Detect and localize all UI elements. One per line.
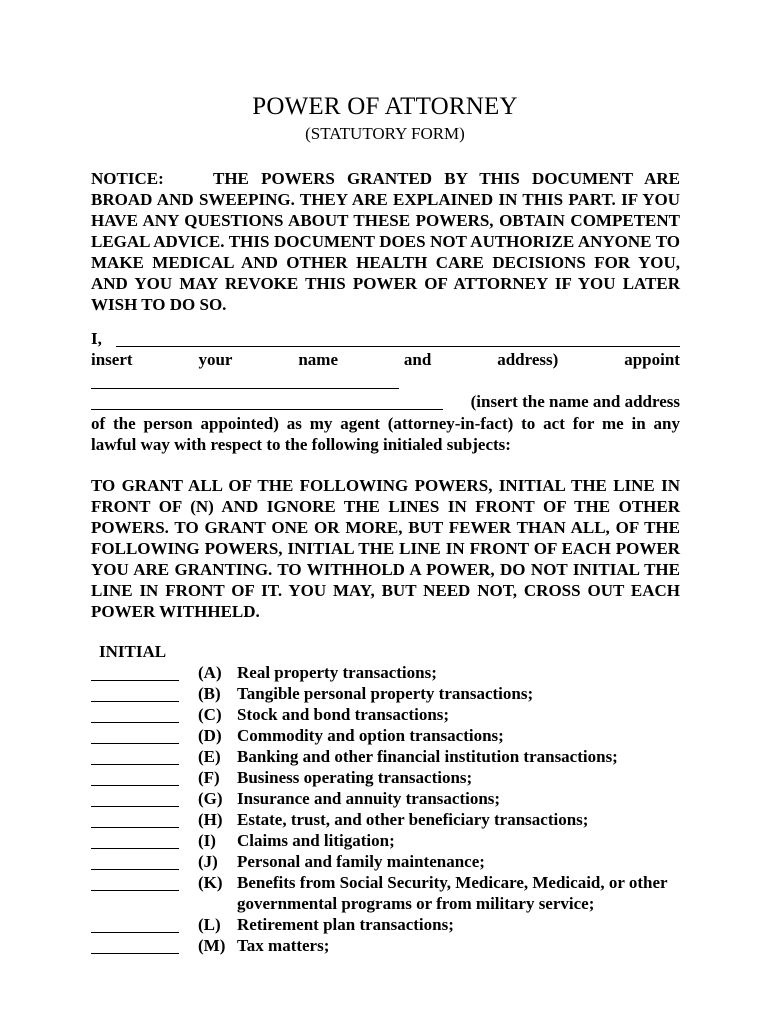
initial-line[interactable] — [91, 953, 179, 954]
power-row — [91, 810, 711, 831]
power-text: Tangible personal property transactions; — [237, 684, 534, 703]
power-text: Claims and litigation; — [237, 831, 395, 850]
power-row — [91, 663, 711, 684]
instruction-word: address) — [497, 350, 559, 369]
power-text: Real property transactions; — [237, 663, 437, 682]
power-text: Commodity and option transactions; — [237, 726, 504, 745]
power-row-continuation — [91, 894, 711, 915]
power-letter: (K) — [198, 873, 223, 892]
agent-name-line-2[interactable] — [91, 392, 443, 410]
agent-instruction-start: (insert the name and address — [470, 392, 680, 411]
initial-line[interactable] — [91, 827, 179, 828]
power-row — [91, 705, 711, 726]
document-subtitle: (STATUTORY FORM) — [305, 124, 465, 143]
power-text-continuation: governmental programs or from military service; — [237, 894, 595, 913]
initial-line[interactable] — [91, 848, 179, 849]
initial-line[interactable] — [91, 890, 179, 891]
power-letter: (H) — [198, 810, 223, 829]
power-row — [91, 789, 711, 810]
power-letter: (F) — [198, 768, 220, 787]
initial-heading: INITIAL — [99, 642, 167, 661]
initial-line[interactable] — [91, 785, 179, 786]
initial-line[interactable] — [91, 743, 179, 744]
power-letter: (L) — [198, 915, 221, 934]
initial-line[interactable] — [91, 806, 179, 807]
power-text: Insurance and annuity transactions; — [237, 789, 501, 808]
instruction-word: name — [298, 350, 338, 369]
power-row — [91, 852, 711, 873]
power-letter: (M) — [198, 936, 226, 955]
power-letter: (J) — [198, 852, 218, 871]
power-letter: (D) — [198, 726, 222, 745]
instruction-word: insert — [91, 350, 133, 369]
power-row — [91, 684, 711, 705]
agent-instruction-rest: of the person appointed) as my agent (attorney-in-fact) to act for me in any lawful way with respect to the following initialed subjects: — [91, 414, 680, 454]
agent-name-line-1[interactable] — [91, 371, 399, 389]
initial-line[interactable] — [91, 722, 179, 723]
power-text: Personal and family maintenance; — [237, 852, 485, 871]
document-title: POWER OF ATTORNEY — [252, 93, 518, 120]
power-text: Banking and other financial institution transactions; — [237, 747, 618, 766]
power-text: Estate, trust, and other beneficiary transactions; — [237, 810, 589, 829]
power-text: Tax matters; — [237, 936, 330, 955]
initial-line[interactable] — [91, 869, 179, 870]
notice-paragraph — [91, 168, 680, 315]
initial-line[interactable] — [91, 701, 179, 702]
power-letter: (B) — [198, 684, 221, 703]
instruction-word: appoint — [624, 350, 680, 369]
power-row — [91, 873, 711, 894]
instruction-word: your — [198, 350, 233, 369]
principal-instruction — [91, 350, 680, 370]
principal-name-line[interactable] — [116, 329, 680, 347]
power-row — [91, 915, 711, 936]
power-letter: (G) — [198, 789, 223, 808]
power-text: Business operating transactions; — [237, 768, 473, 787]
power-letter: (I) — [198, 831, 216, 850]
power-row — [91, 747, 711, 768]
initial-line[interactable] — [91, 680, 179, 681]
power-row — [91, 768, 711, 789]
power-row — [91, 831, 711, 852]
initial-line[interactable] — [91, 764, 179, 765]
power-text: Stock and bond transactions; — [237, 705, 450, 724]
power-text: Benefits from Social Security, Medicare, Medicaid, or other — [237, 873, 668, 892]
power-letter: (A) — [198, 663, 222, 682]
principal-prefix: I, — [91, 329, 102, 348]
notice-text: THE POWERS GRANTED BY THIS DOCUMENT ARE BROAD AND SWEEPING. THEY ARE EXPLAINED IN THIS PART. IF YOU HAVE ANY QUESTIONS ABOUT THESE POWERS, OBTAIN COMPETENT LEGAL ADVICE. THIS DOCUMENT DOES NOT AUTHORIZE ANYONE TO MAKE MEDICAL AND OTHER HEALTH CARE DECISIONS FOR YOU, AND YOU MAY REVOKE THIS POWER OF ATTORNEY IF YOU LATER WISH TO DO SO. — [91, 169, 680, 314]
power-text: Retirement plan transactions; — [237, 915, 454, 934]
initial-line[interactable] — [91, 932, 179, 933]
instruction-word: and — [403, 350, 432, 369]
power-letter: (C) — [198, 705, 222, 724]
power-letter: (E) — [198, 747, 221, 766]
grant-instructions: TO GRANT ALL OF THE FOLLOWING POWERS, INITIAL THE LINE IN FRONT OF (N) AND IGNORE THE LINES IN FRONT OF THE OTHER POWERS. TO GRANT ONE OR MORE, BUT FEWER THAN ALL, OF THE FOLLOWING POWERS, INITIAL THE LINE IN FRONT OF EACH POWER YOU ARE GRANTING. TO WITHHOLD A POWER, DO NOT INITIAL THE LINE IN FRONT OF IT. YOU MAY, BUT NEED NOT, CROSS OUT EACH POWER WITHHELD. — [91, 476, 680, 621]
power-row — [91, 726, 711, 747]
notice-label: NOTICE: — [91, 169, 164, 188]
power-row — [91, 936, 711, 957]
